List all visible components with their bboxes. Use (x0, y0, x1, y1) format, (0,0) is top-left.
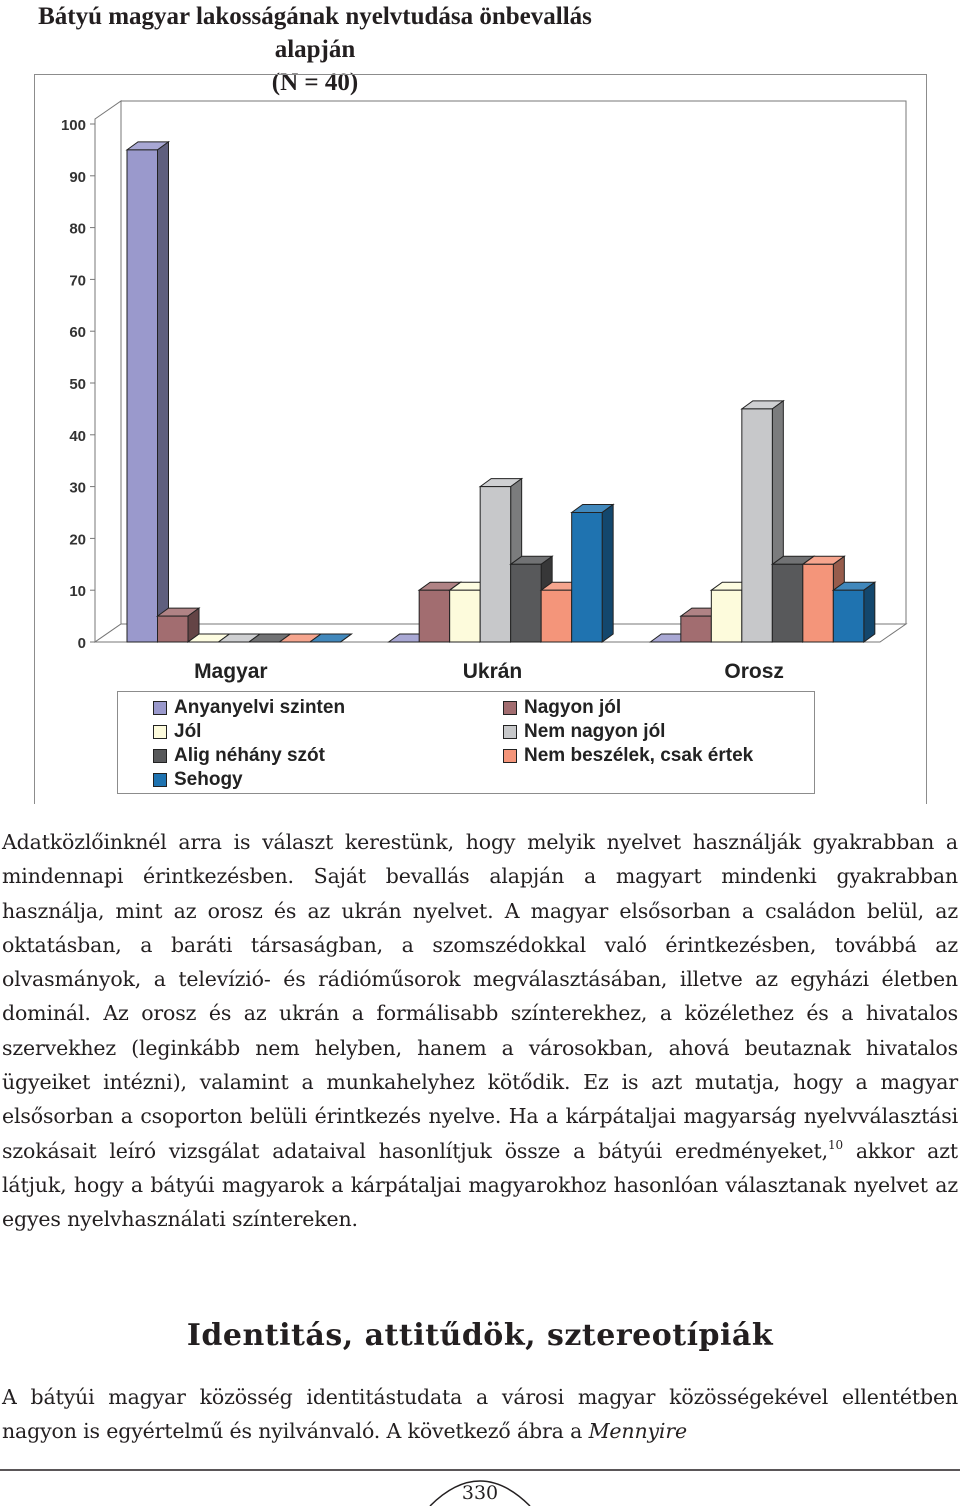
chart-legend (117, 691, 815, 794)
bar (511, 564, 541, 642)
bar (480, 487, 511, 642)
y-tick-label: 80 (69, 220, 86, 238)
paragraph-italic-text: Mennyire (588, 1419, 687, 1444)
legend-label: Jól (174, 721, 202, 742)
bar (450, 590, 481, 642)
bar (541, 590, 572, 642)
legend-label: Anyanyelvi szinten (174, 697, 346, 718)
legend-label: Alig néhány szót (174, 745, 325, 766)
bar (803, 564, 834, 642)
bar (711, 590, 742, 642)
bar (158, 616, 189, 642)
footnote-reference[interactable]: 10 (828, 1137, 843, 1152)
body-paragraph (2, 1380, 958, 1449)
y-tick-label: 100 (60, 117, 86, 134)
y-tick-label: 40 (69, 427, 86, 445)
legend-item-anyanyelvi (153, 697, 345, 719)
legend-swatch (153, 773, 167, 787)
page-footer (0, 1468, 960, 1506)
y-tick-label: 60 (69, 324, 86, 342)
chart-title-text: Bátyú magyar lakosságának nyelvtudása önbevallás alapján (38, 3, 592, 63)
legend-label: Sehogy (174, 769, 243, 790)
legend-item-alig (153, 745, 325, 767)
y-tick-label: 0 (77, 635, 86, 652)
y-tick-label: 50 (69, 376, 86, 393)
y-tick-label: 20 (69, 531, 86, 549)
y-tick-label: 30 (69, 479, 86, 497)
bar-chart (0, 0, 960, 700)
bar-side (864, 582, 875, 642)
paragraph-text: akkor azt látjuk, hogy a bátyúi magyarok a kárpátaljai magyarokhoz hasonlóan választanak nyelvet az egyes nyelvhasználati színtereken. (2, 1138, 958, 1232)
page-number: 330 (461, 1482, 499, 1504)
y-tick-label: 70 (69, 272, 86, 290)
chart-side-wall (95, 101, 121, 642)
legend-item-nem-nagyon-jol (503, 721, 665, 743)
bar-side (602, 505, 613, 643)
x-category-label: Magyar (194, 660, 268, 683)
legend-item-jol (153, 721, 201, 743)
legend-swatch (503, 749, 517, 763)
x-category-label: Orosz (724, 660, 784, 683)
legend-item-nem-beszelek (503, 745, 753, 767)
x-category-label: Ukrán (462, 660, 523, 683)
y-tick-label: 10 (69, 583, 86, 601)
legend-swatch (503, 701, 517, 715)
legend-item-nagyon-jol (503, 697, 621, 719)
bar (833, 590, 864, 642)
legend-swatch (153, 725, 167, 739)
paragraph-text: A bátyúi magyar közösség identitástudata a városi magyar közösségekével ellentétben nagyon is egyértelmű és nyilvánvaló. A következő ábra a (2, 1385, 958, 1444)
legend-swatch (153, 749, 167, 763)
bar (572, 513, 603, 643)
body-paragraph (2, 825, 958, 1237)
bar (772, 564, 803, 642)
bar (742, 409, 773, 642)
chart-subtitle: (N = 40) (271, 69, 359, 96)
paragraph-text: Adatközlőinknél arra is választ kerestünk, hogy melyik nyelvet használják gyakrabban a mindennapi érintkezésben. Saját bevallás alapján a magyart mindenki gyakrabban használja, mint az orosz és az ukrán nyelvet. A magyar elsősorban a családon belül, az oktatásban, a baráti társaságban, a szomszédokkal való érintkezésben, továbbá az olvasmányok, a televízió- és rádióműsorok megválasztásában, illetve az egyházi életben dominál. Az orosz és az ukrán a formálisabb színterekhez, a közélethez és a hivatalos szervekhez (leginkább nem helyben, hanem a városokban, ahová beutaznak hivatalos ügyeiket intézni), valamint a munkahelyhez kötődik. Ez is azt mutatja, hogy a magyar elsősorban a csoporton belüli érintkezés nyelve. Ha a kárpátaljai magyarság nyelvválasztási szokásait leíró vizsgálat adataival hasonlítjuk össze a bátyúi eredményeket, (2, 830, 958, 1163)
bar (127, 150, 158, 642)
bar-side (158, 142, 169, 642)
y-tick-label: 90 (69, 168, 86, 186)
legend-label: Nem beszélek, csak értek (524, 745, 754, 766)
legend-swatch (153, 701, 167, 715)
legend-swatch (503, 725, 517, 739)
legend-label: Nagyon jól (524, 697, 622, 718)
bar (681, 616, 712, 642)
legend-label: Nem nagyon jól (524, 721, 666, 742)
section-heading: Identitás, attitűdök, sztereotípiák (186, 1318, 774, 1353)
bar (419, 590, 450, 642)
legend-item-sehogy (153, 769, 243, 791)
